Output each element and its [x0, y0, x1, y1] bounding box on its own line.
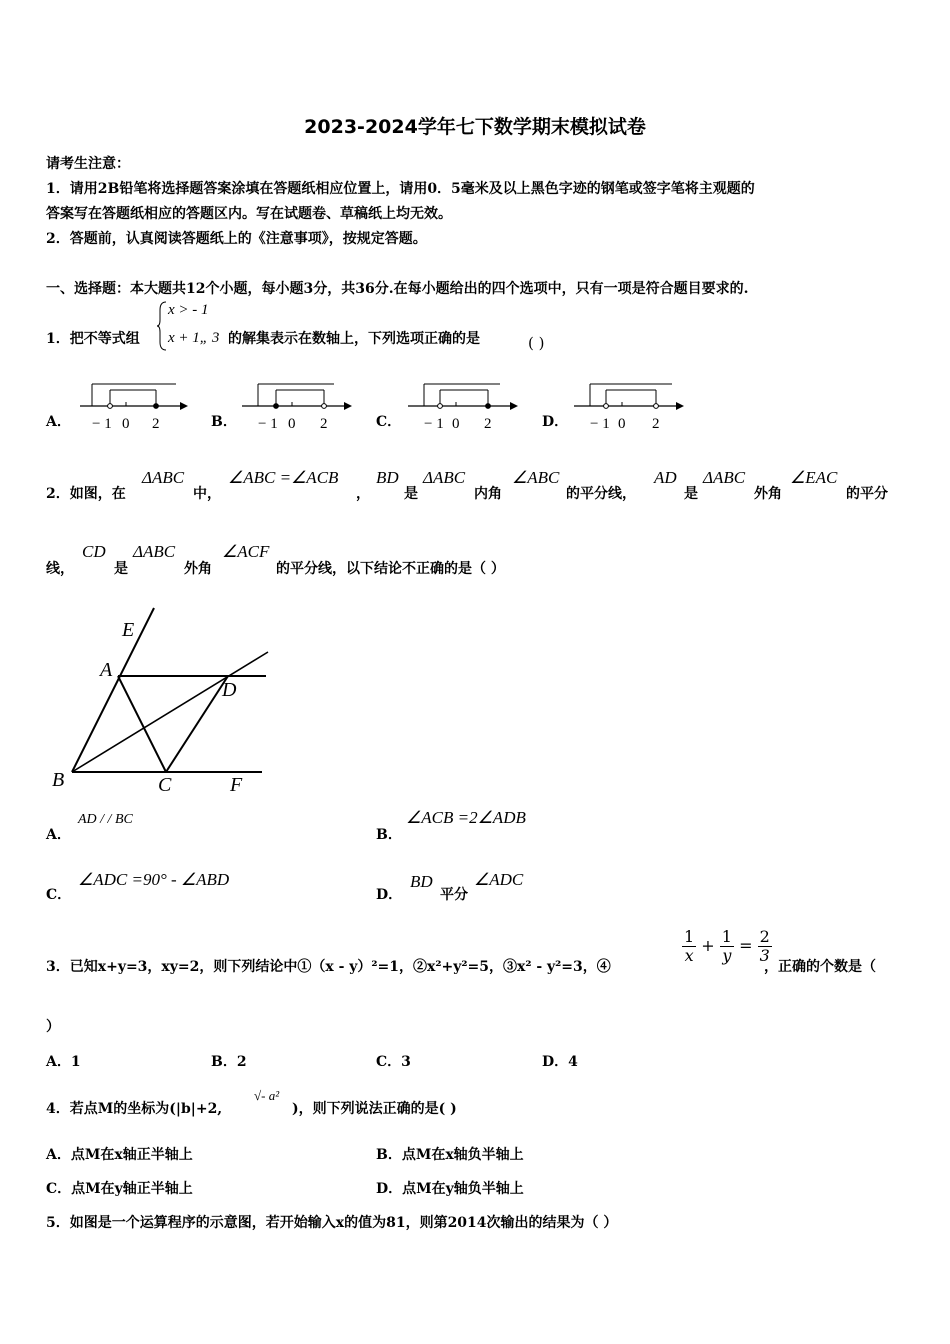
q1-option-b-label[interactable]: B．: [211, 414, 237, 430]
q1-suffix: 的解集表示在数轴上，下列选项正确的是: [228, 331, 480, 347]
q2-option-d-label[interactable]: D．: [376, 887, 403, 903]
svg-text:0: 0: [618, 416, 626, 432]
q2-number: 2．如图，在: [46, 486, 126, 502]
label-E: E: [122, 619, 135, 641]
q3-option-b[interactable]: B．2: [211, 1054, 247, 1070]
q2-option-c[interactable]: ∠ADC =90° - ∠ABD: [78, 870, 230, 889]
q1-option-a-numberline[interactable]: [72, 378, 192, 434]
label-C: C: [158, 774, 172, 796]
q2-option-b-label[interactable]: B．: [376, 827, 402, 843]
q3-suffix: ，正确的个数是（: [764, 959, 876, 975]
q1-inequality-1: x > - 1: [168, 302, 209, 318]
q3-fraction-equation: $\frac{1}{x}$ + $\frac{1}{y}$ = $\frac{2}{3}$: [684, 927, 770, 965]
svg-text:0: 0: [452, 416, 460, 432]
svg-text:2: 2: [484, 416, 492, 432]
q4-prefix: 4．若点M的坐标为(|b|+2,: [46, 1101, 223, 1117]
q2-abc-4: ΔABC: [133, 542, 176, 561]
q1-option-c-numberline[interactable]: [402, 378, 522, 434]
q2-option-c-label[interactable]: C．: [46, 887, 72, 903]
q4-suffix: )，则下列说法正确的是( ): [292, 1101, 457, 1117]
q4-sqrt: √- a²: [254, 1088, 280, 1103]
q2-shi-2: 是: [684, 486, 698, 502]
q3-frac-3: $\frac{2}{3}$: [759, 927, 770, 965]
q2-waijiao-2: 外角: [184, 561, 212, 577]
q1-answer-paren: ( ): [528, 334, 545, 352]
label-B: B: [52, 769, 65, 791]
q3-close-paren: ）: [46, 1019, 60, 1035]
q3-option-a[interactable]: A．1: [46, 1054, 81, 1070]
q2-option-d-bd[interactable]: BD: [410, 872, 433, 891]
q1-option-b-numberline[interactable]: [236, 378, 356, 434]
q4-option-b[interactable]: B．点M在x轴负半轴上: [376, 1147, 524, 1163]
q1-option-d-label[interactable]: D．: [542, 414, 569, 430]
q2-shi-1: 是: [404, 486, 418, 502]
q2-cd: CD: [82, 542, 106, 561]
q1-inequality-2: x + 1„ 3: [168, 330, 220, 346]
q2-zhong: 中，: [193, 486, 221, 502]
q2-line2-end: 的平分线，以下结论不正确的是（ ）: [276, 561, 505, 577]
q2-line2-start: 线，: [46, 561, 74, 577]
axis-label-minus1: − 1: [92, 416, 112, 432]
notice-line-2: 2．答题前，认真阅读答题纸上的《注意事项》，按规定答题。: [46, 231, 427, 247]
q1-option-c-label[interactable]: C．: [376, 414, 402, 430]
q2-bisector-2: 的平分: [846, 486, 888, 502]
label-F: F: [230, 774, 243, 796]
page-title: 2023-2024学年七下数学期末模拟试卷: [304, 116, 646, 138]
q2-angle-abc: ∠ABC: [512, 468, 560, 487]
q2-bisector-1: 的平分线，: [566, 486, 636, 502]
notice-line-1: 1．请用2B铅笔将选择题答案涂填在答题纸相应位置上，请用0．5毫米及以上黑色字迹的钢笔或签字笔将主观题的: [46, 181, 755, 197]
label-A: A: [100, 659, 113, 681]
q2-option-b[interactable]: ∠ACB =2∠ADB: [406, 808, 526, 827]
notice-line-1b: 答案写在答题纸相应的答题区内。写在试题卷、草稿纸上均无效。: [46, 206, 452, 222]
q2-ad: AD: [654, 468, 677, 487]
q2-bd: BD: [376, 468, 399, 487]
q2-option-d-pingfen[interactable]: 平分: [440, 887, 468, 903]
q1-prefix: 1．把不等式组: [46, 331, 140, 347]
q3-option-c[interactable]: C．3: [376, 1054, 411, 1070]
q1-option-d-numberline[interactable]: [568, 378, 688, 434]
q2-angle-eac: ∠EAC: [790, 468, 838, 487]
q2-shi-3: 是: [114, 561, 128, 577]
q3-text: 3．已知x+y=3，xy=2，则下列结论中①（x - y）²=1，②x²+y²=5，③x² - y²=3，④: [46, 959, 611, 975]
q2-abc-3: ΔABC: [703, 468, 746, 487]
q4-option-a[interactable]: A．点M在x轴正半轴上: [46, 1147, 193, 1163]
axis-label-2: 2: [152, 416, 160, 432]
q3-frac-2: $\frac{1}{y}$: [721, 927, 732, 965]
q1-brace: [156, 300, 168, 352]
svg-text:− 1: − 1: [258, 416, 278, 432]
svg-text:2: 2: [320, 416, 328, 432]
q1-option-a-label[interactable]: A．: [46, 414, 71, 430]
svg-text:− 1: − 1: [424, 416, 444, 432]
q2-waijiao-1: 外角: [754, 486, 782, 502]
q2-abc-1: ΔABC: [142, 468, 185, 487]
q3-frac-1: $\frac{1}{x}$: [684, 927, 695, 965]
svg-text:0: 0: [288, 416, 296, 432]
notice-heading: 请考生注意：: [46, 156, 130, 172]
q4-option-c[interactable]: C．点M在y轴正半轴上: [46, 1181, 193, 1197]
svg-text:2: 2: [652, 416, 660, 432]
q2-comma: ，: [356, 486, 370, 502]
q2-geometry-figure: [46, 600, 276, 800]
q2-angle-acf: ∠ACF: [222, 542, 270, 561]
axis-label-0: 0: [122, 416, 130, 432]
section-heading: 一、选择题：本大题共12个小题，每小题3分，共36分.在每小题给出的四个选项中，只有一项是符合题目要求的.: [46, 281, 749, 297]
q2-eq: ∠ABC =∠ACB: [228, 468, 339, 487]
q2-option-a-label[interactable]: A．: [46, 827, 71, 843]
q2-neijiao: 内角: [474, 486, 502, 502]
label-D: D: [222, 679, 237, 701]
q2-abc-2: ΔABC: [423, 468, 466, 487]
q2-option-d-angle[interactable]: ∠ADC: [474, 870, 524, 889]
q3-option-d[interactable]: D．4: [542, 1054, 578, 1070]
q4-option-d[interactable]: D．点M在y轴负半轴上: [376, 1181, 524, 1197]
q5-text: 5．如图是一个运算程序的示意图，若开始输入x的值为81，则第2014次输出的结果为（ ）: [46, 1215, 618, 1231]
q2-option-a[interactable]: AD / / BC: [78, 812, 133, 827]
svg-text:− 1: − 1: [590, 416, 610, 432]
